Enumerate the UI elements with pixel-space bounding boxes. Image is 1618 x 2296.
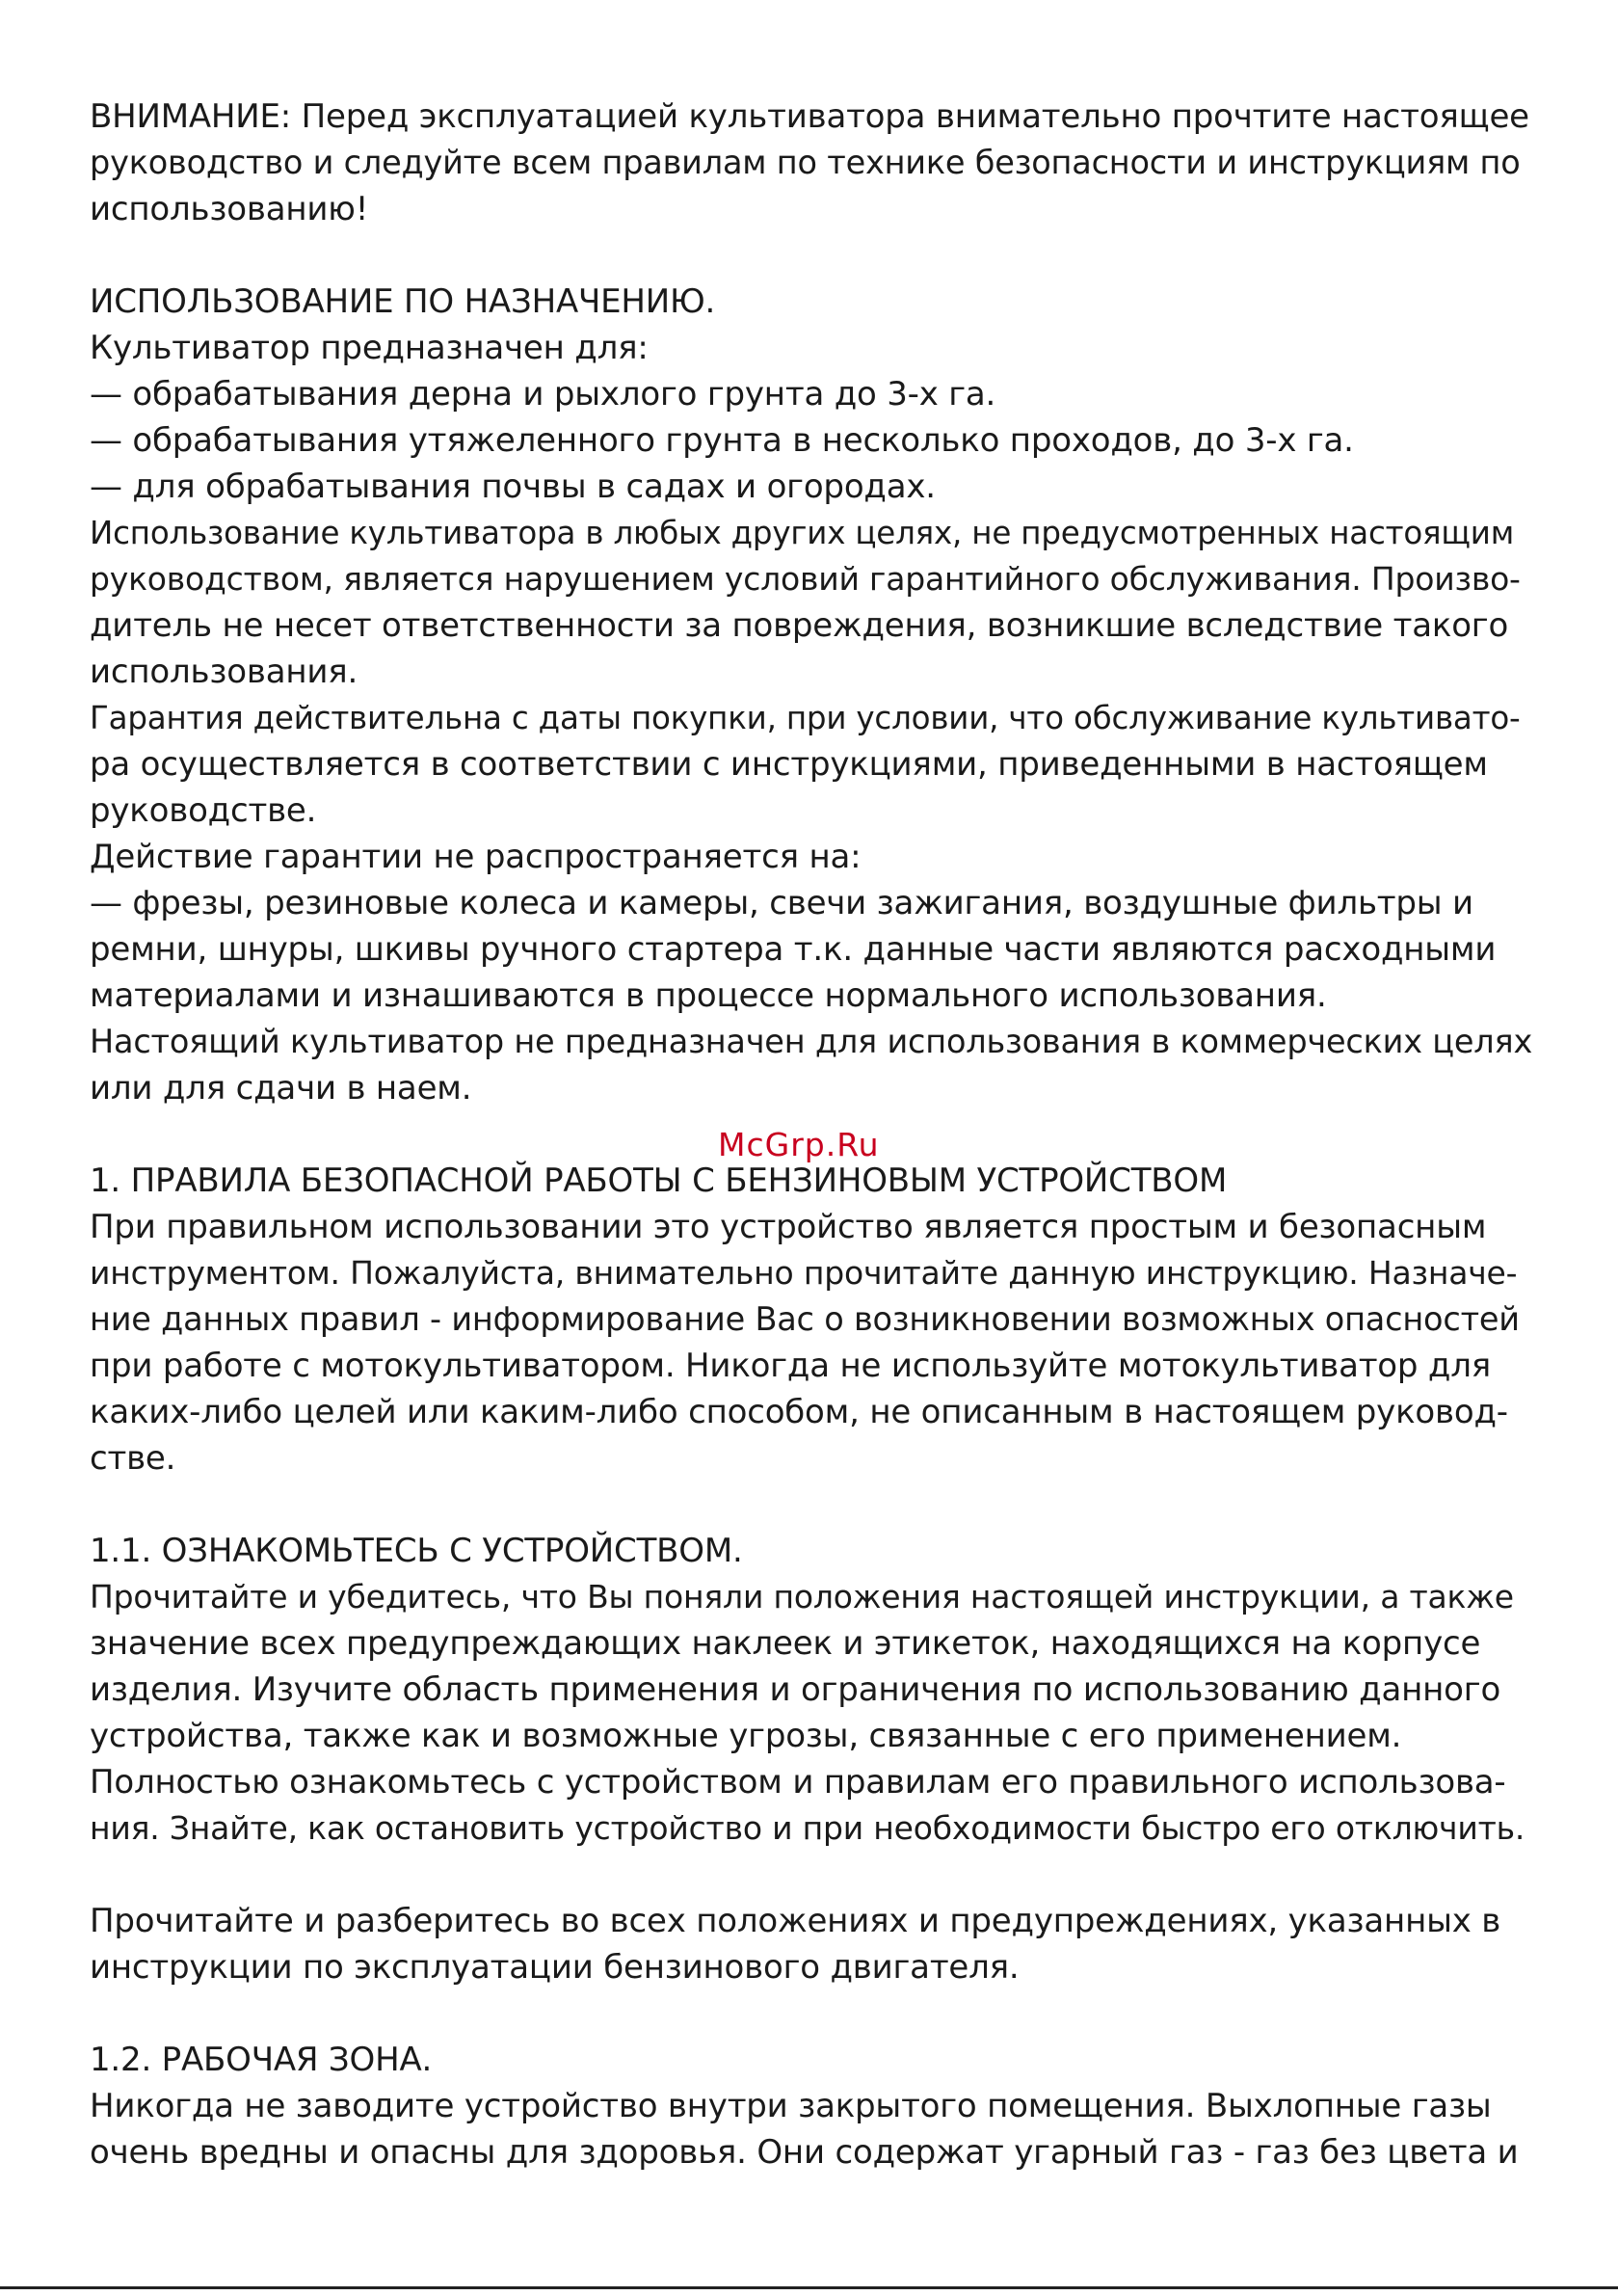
text-line: при работе с мотокультиватором. Никогда не используйте мотокультиватор для [90, 1347, 1491, 1385]
text-line: значение всех предупреждающих наклеек и этикеток, находящихся на корпусе [90, 1624, 1481, 1663]
paragraph-gap [90, 1482, 1535, 1528]
text-line: изделия. Изучите область применения и ограничения по использованию данного [90, 1670, 1501, 1709]
text-line: ние данных правил - информирование Вас о возникновении возможных опасностей [90, 1300, 1520, 1338]
text-line: Культиватор предназначен для: [90, 329, 649, 367]
text-line: материалами и изнашиваются в процессе нормального использования. [90, 976, 1327, 1015]
watermark: McGrp.Ru [718, 1126, 880, 1163]
paragraph-gap [90, 232, 1535, 279]
text-line: инструкции по эксплуатации бензинового двигателя. [90, 1948, 1020, 1987]
text-line: При правильном использовании это устройство является простым и безопасным [90, 1208, 1487, 1246]
text-line: — фрезы, резиновые колеса и камеры, свечи зажигания, воздушные фильтры и [90, 884, 1473, 922]
bottom-rule [0, 2286, 1618, 2289]
text-line: — для обрабатывания почвы в садах и огородах. [90, 467, 936, 506]
text-line: устройства, также как и возможные угрозы, связанные с его применением. [90, 1717, 1402, 1755]
text-line: инструментом. Пожалуйста, внимательно прочитайте данную инструкцию. Назначе- [90, 1254, 1518, 1292]
paragraph-gap [90, 1990, 1535, 2037]
text-line: ния. Знайте, как остановить устройство и при необходимости быстро его отключить. [90, 1809, 1525, 1847]
text-line: дитель не несет ответственности за повреждения, возникшие вследствие такого [90, 606, 1509, 645]
text-line: Прочитайте и разберитесь во всех положениях и предупреждениях, указанных в [90, 1902, 1501, 1940]
text-line: — обрабатывания дерна и рыхлого грунта до 3-х га. [90, 375, 996, 414]
text-line: Прочитайте и убедитесь, что Вы поняли положения настоящей инструкции, а также [90, 1578, 1514, 1615]
text-line: использованию! [90, 190, 369, 228]
text-line: руководство и следуйте всем правилам по технике безопасности и инструкциям по [90, 144, 1521, 181]
text-line: или для сдачи в наем. [90, 1069, 472, 1108]
paragraph-gap [90, 1852, 1535, 1898]
text-line: 1.1. ОЗНАКОМЬТЕСЬ С УСТРОЙСТВОМ. [90, 1532, 743, 1570]
text-line: ВНИМАНИЕ: Перед эксплуатацией культиватора внимательно прочтите настоящее [90, 97, 1529, 136]
text-line: Использование культиватора в любых других целях, не предусмотренных настоящим [90, 515, 1515, 551]
text-line: руководстве. [90, 791, 317, 830]
text-line: Никогда не заводите устройство внутри закрытого помещения. Выхлопные газы [90, 2087, 1492, 2125]
text-line: — обрабатывания утяжеленного грунта в несколько проходов, до 3-х га. [90, 421, 1354, 460]
text-line: ра осуществляется в соответствии с инструкциями, приведенными в настоящем [90, 745, 1488, 784]
text-line: ИСПОЛЬЗОВАНИЕ ПО НАЗНАЧЕНИЮ. [90, 282, 716, 321]
text-line: Действие гарантии не распространяется на: [90, 838, 862, 876]
text-line: ремни, шнуры, шкивы ручного стартера т.к. данные части являются расходными [90, 930, 1497, 969]
text-line: руководством, является нарушением условий гарантийного обслуживания. Произво- [90, 560, 1521, 598]
text-line: каких-либо целей или каким-либо способом, не описанным в настоящем руковод- [90, 1393, 1508, 1431]
text-line: очень вредны и опасны для здоровья. Они содержат угарный газ - газ без цвета и [90, 2133, 1519, 2172]
text-line: Гарантия действительна с даты покупки, при условии, что обслуживание культивато- [90, 700, 1521, 736]
text-line: Настоящий культиватор не предназначен для использования в коммерческих целях [90, 1023, 1533, 1060]
text-line: 1. ПРАВИЛА БЕЗОПАСНОЙ РАБОТЫ С БЕНЗИНОВЫМ УСТРОЙСТВОМ [90, 1161, 1228, 1200]
text-line: 1.2. РАБОЧАЯ ЗОНА. [90, 2041, 433, 2079]
text-line: Полностью ознакомьтесь с устройством и правилам его правильного использова- [90, 1763, 1506, 1802]
text-line: стве. [90, 1439, 176, 1478]
text-line: использования. [90, 653, 358, 691]
